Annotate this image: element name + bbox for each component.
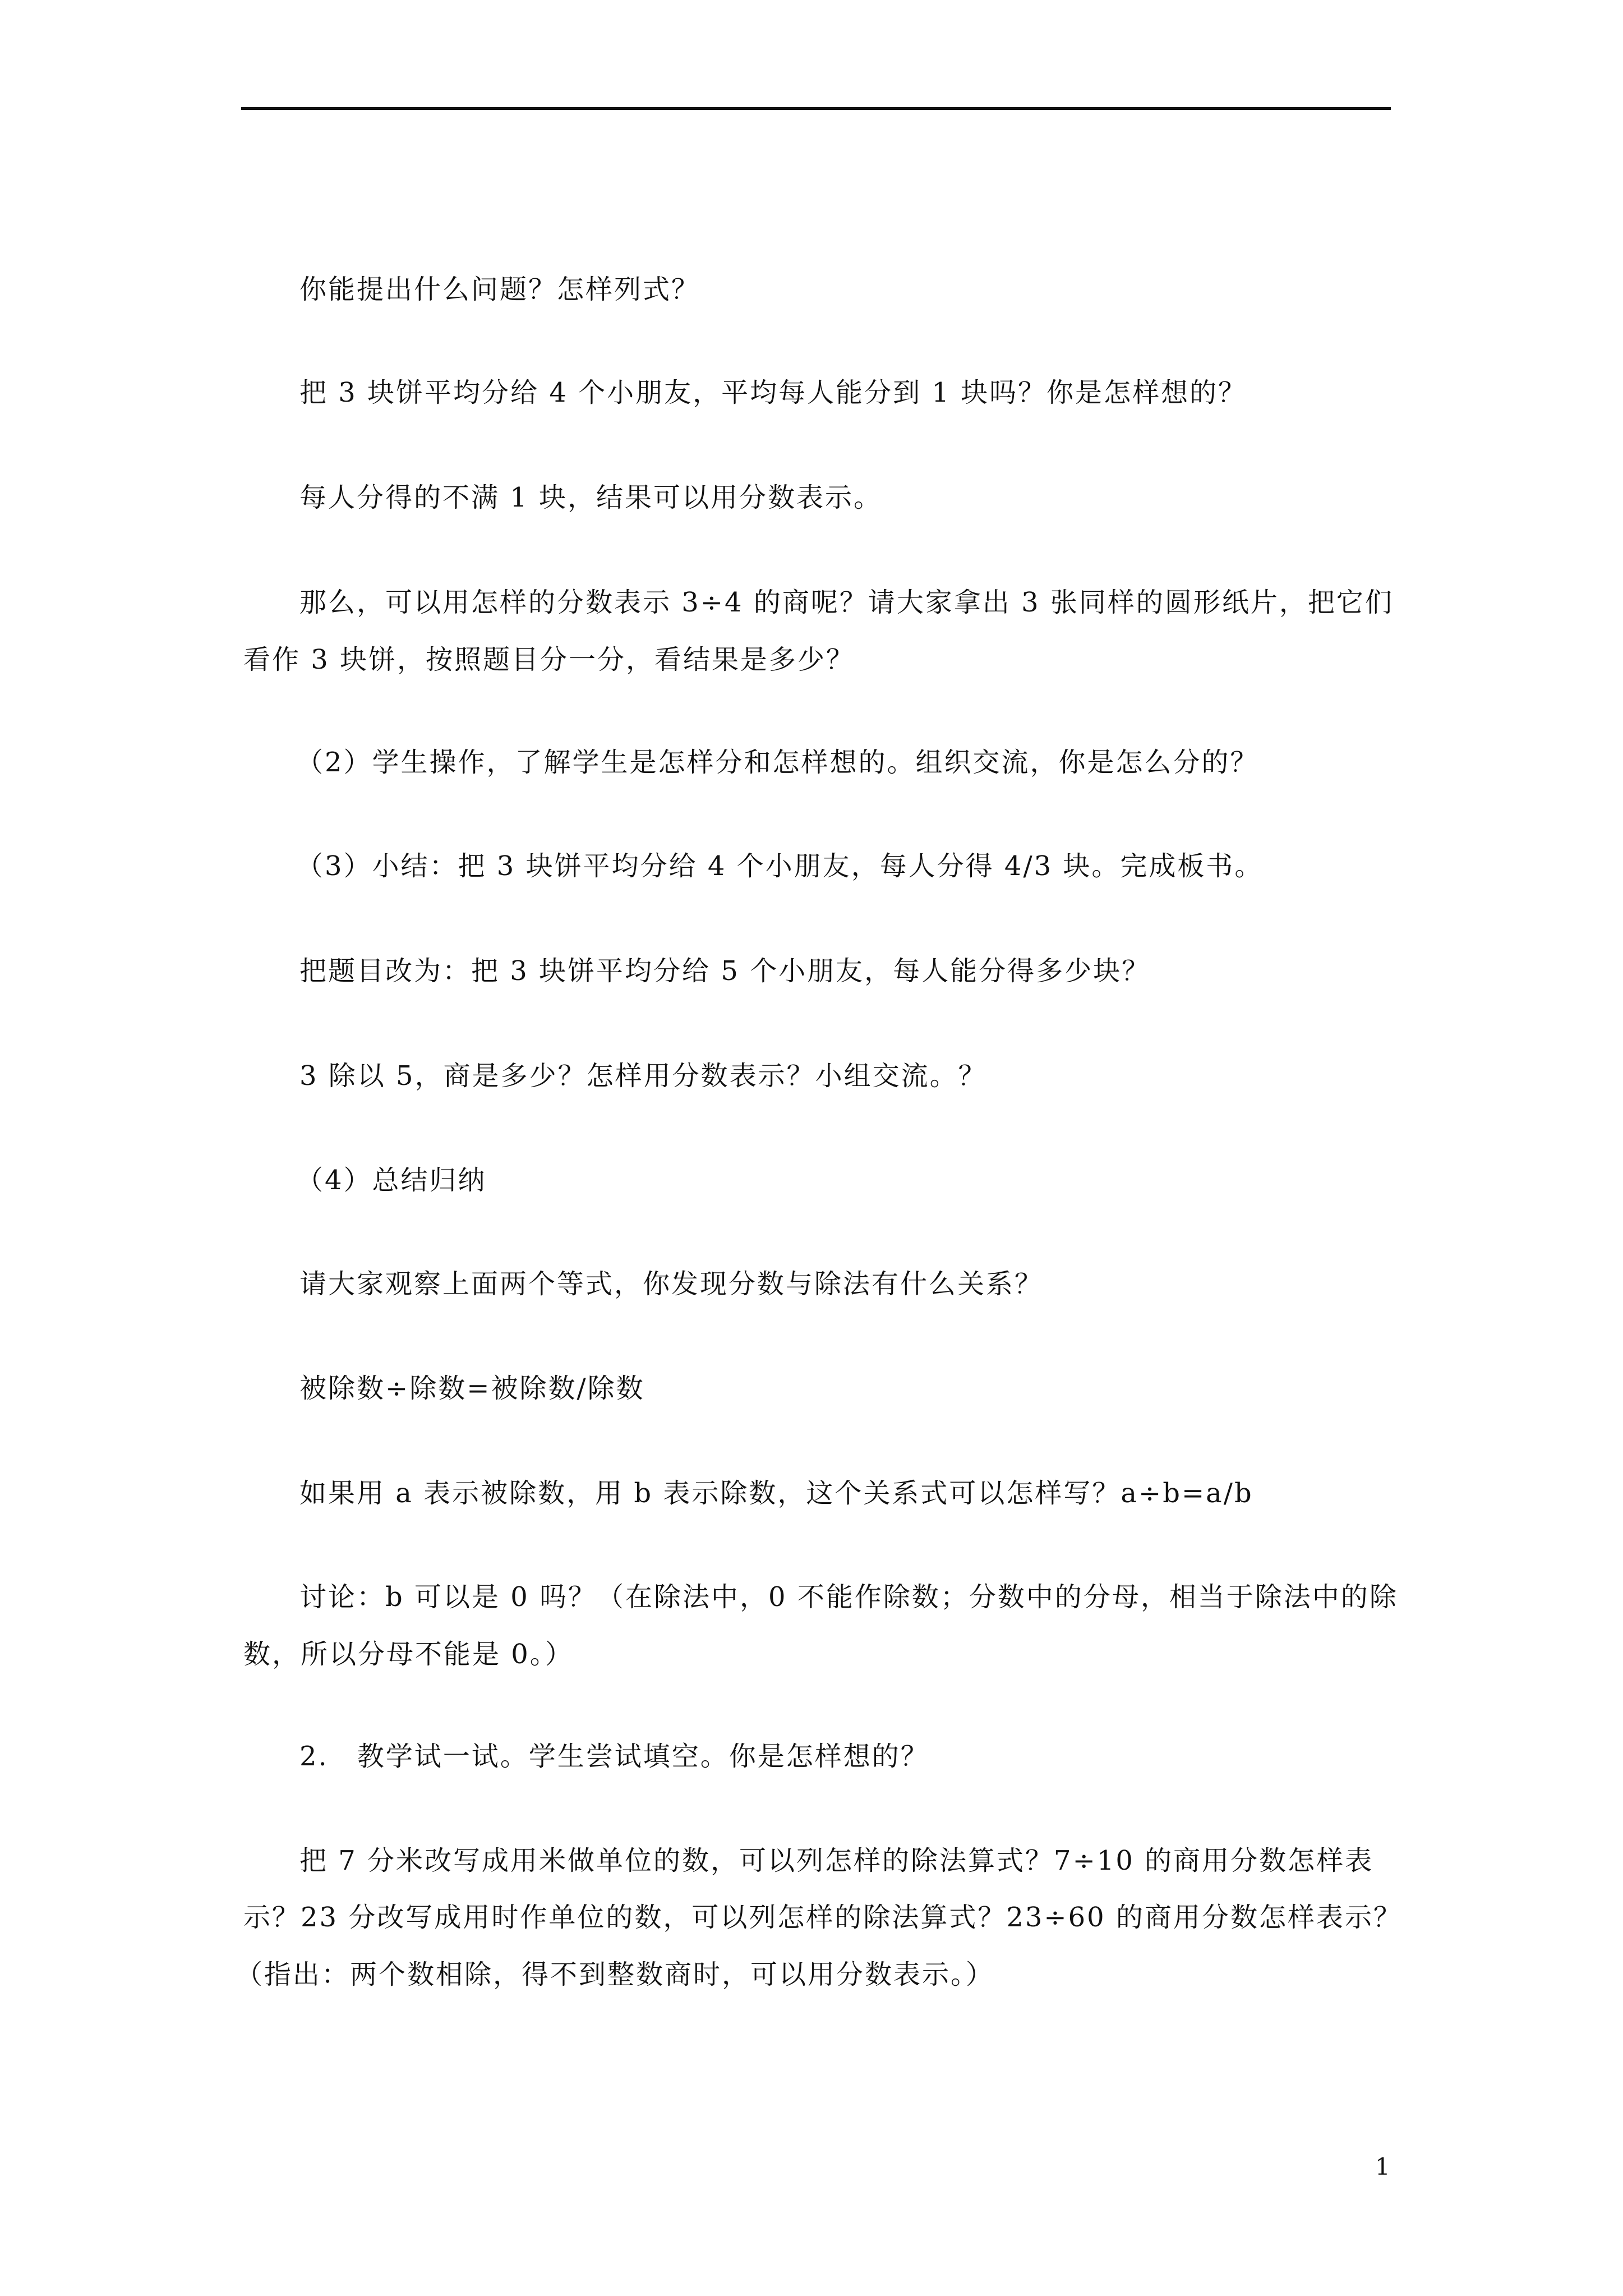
paragraph-line: 3 除以 5，商是多少？怎样用分数表示？小组交流。？ [299,1060,987,1092]
paragraph-try-it [299,1728,1444,1785]
paragraph-line: 把 7 分米改写成用米做单位的数，可以列怎样的除法算式？7÷10 的商用分数怎样表 [299,1845,1374,1876]
paragraph-line: 把 3 块饼平均分给 4 个小朋友，平均每人能分到 1 块吗？你是怎样想的？ [299,377,1247,408]
paragraph-observe-equations [243,1255,1387,1313]
paragraph-line: 看作 3 块饼，按照题目分一分，看结果是多少？ [243,644,855,675]
header-rule [241,107,1391,110]
paragraph-line: 数，所以分母不能是 0。） [243,1639,574,1670]
paragraph-line: 讨论：b 可以是 0 吗？（在除法中，0 不能作除数；分数中的分母，相当于除法中的除 [299,1581,1398,1613]
paragraph-line: 示？23 分改写成用时作单位的数，可以列怎样的除法算式？23÷60 的商用分数怎样表示？ [243,1902,1402,1933]
paragraph-line: （3）小结：把 3 块饼平均分给 4 个小朋友，每人分得 4/3 块。完成板书。 [296,850,1264,882]
paragraph-share-cakes [243,364,1387,421]
paragraph-line: （指出：两个数相除，得不到整数商时，可以用分数表示。） [236,1959,995,1990]
paragraph-less-than-one [243,469,1387,526]
paragraph-conclusion-heading [296,1152,1440,1209]
paragraph-three-divided-by-five [243,1047,1387,1105]
paragraph-symbolic-relation [243,1465,1387,1522]
paragraph-line: 每人分得的不满 1 块，结果可以用分数表示。 [299,482,883,513]
paragraph-line: （2）学生操作，了解学生是怎样分和怎样想的。组织交流，你是怎么分的？ [296,747,1259,778]
paragraph-question-prompt [243,261,1387,318]
paragraph-line: 那么，可以用怎样的分数表示 3÷4 的商呢？请大家拿出 3 张同样的圆形纸片，把它们 [299,587,1394,618]
paragraph-formula [243,1360,1387,1417]
paragraph-student-operation [296,734,1440,791]
paragraph-line: 把题目改为：把 3 块饼平均分给 5 个小朋友，每人能分得多少块？ [299,955,1151,987]
paragraph-line: （4）总结归纳 [296,1165,487,1196]
paragraph-line: 2. 教学试一试。学生尝试填空。你是怎样想的？ [299,1741,929,1772]
paragraph-line: 请大家观察上面两个等式，你发现分数与除法有什么关系？ [299,1268,1044,1300]
paragraph-line: 被除数÷除数=被除数/除数 [299,1373,645,1404]
paragraph-line: 如果用 a 表示被除数，用 b 表示除数，这个关系式可以怎样写？a÷b=a/b [299,1478,1253,1509]
paragraph-change-problem [243,942,1387,1000]
paragraph-line: 你能提出什么问题？怎样列式？ [299,274,700,305]
page-number: 1 [1375,2153,1390,2180]
paragraph-summary [296,838,1440,895]
